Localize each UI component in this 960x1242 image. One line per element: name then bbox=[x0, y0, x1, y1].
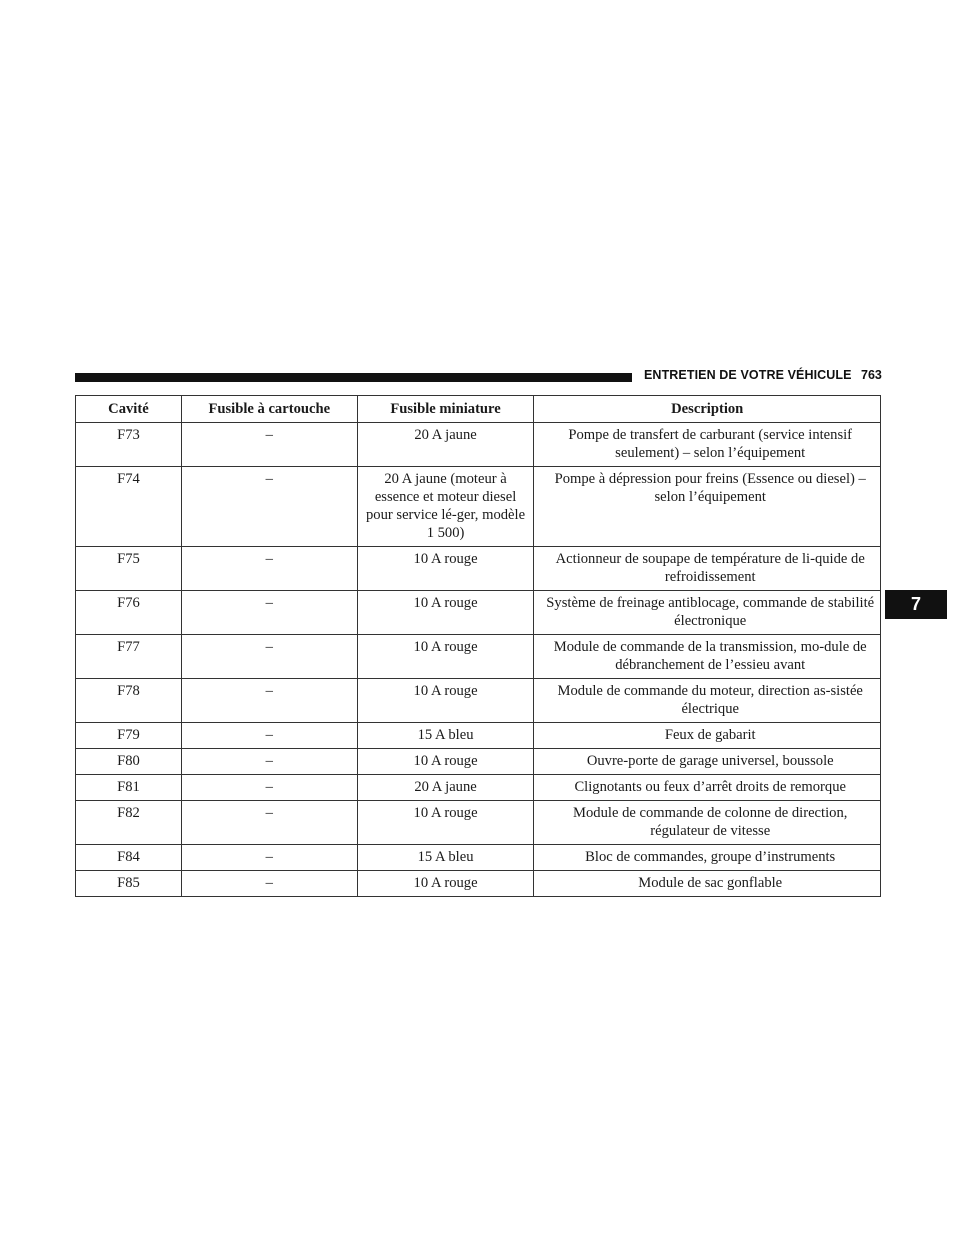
mini-fuse-cell: 15 A bleu bbox=[357, 845, 534, 871]
cartridge-cell: – bbox=[181, 679, 357, 723]
cartridge-cell: – bbox=[181, 749, 357, 775]
table-header-row bbox=[76, 396, 881, 423]
cartridge-cell: – bbox=[181, 423, 357, 467]
description-cell: Clignotants ou feux d’arrêt droits de remorque bbox=[534, 775, 881, 801]
cavity-cell: F78 bbox=[76, 679, 182, 723]
cartridge-cell: – bbox=[181, 801, 357, 845]
column-header-cavity: Cavité bbox=[76, 396, 182, 423]
mini-fuse-cell: 10 A rouge bbox=[357, 749, 534, 775]
column-header-cartridge-fuse: Fusible à cartouche bbox=[181, 396, 357, 423]
cavity-cell: F81 bbox=[76, 775, 182, 801]
page-number: 763 bbox=[861, 368, 882, 382]
mini-fuse-cell: 15 A bleu bbox=[357, 723, 534, 749]
mini-fuse-cell: 10 A rouge bbox=[357, 679, 534, 723]
table-row bbox=[76, 591, 881, 635]
description-cell: Pompe à dépression pour freins (Essence ou diesel) – selon l’équipement bbox=[534, 467, 881, 547]
cartridge-cell: – bbox=[181, 845, 357, 871]
mini-fuse-cell: 20 A jaune bbox=[357, 775, 534, 801]
cartridge-cell: – bbox=[181, 547, 357, 591]
fuse-table bbox=[75, 395, 881, 897]
mini-fuse-cell: 10 A rouge bbox=[357, 801, 534, 845]
table-row bbox=[76, 871, 881, 897]
cartridge-cell: – bbox=[181, 635, 357, 679]
cartridge-cell: – bbox=[181, 723, 357, 749]
cavity-cell: F73 bbox=[76, 423, 182, 467]
header-rule bbox=[75, 373, 632, 382]
table-row bbox=[76, 749, 881, 775]
table-row bbox=[76, 801, 881, 845]
description-cell: Module de commande de la transmission, mo-dule de débranchement de l’essieu avant bbox=[534, 635, 881, 679]
cartridge-cell: – bbox=[181, 591, 357, 635]
description-cell: Module de commande du moteur, direction as-sistée électrique bbox=[534, 679, 881, 723]
cavity-cell: F82 bbox=[76, 801, 182, 845]
table-row bbox=[76, 679, 881, 723]
cavity-cell: F74 bbox=[76, 467, 182, 547]
cavity-cell: F85 bbox=[76, 871, 182, 897]
description-cell: Module de sac gonflable bbox=[534, 871, 881, 897]
section-title: ENTRETIEN DE VOTRE VÉHICULE bbox=[644, 368, 852, 382]
mini-fuse-cell: 20 A jaune bbox=[357, 423, 534, 467]
mini-fuse-cell: 20 A jaune (moteur à essence et moteur diesel pour service lé-ger, modèle 1 500) bbox=[357, 467, 534, 547]
table-row bbox=[76, 467, 881, 547]
chapter-tab: 7 bbox=[885, 590, 947, 619]
description-cell: Ouvre-porte de garage universel, boussole bbox=[534, 749, 881, 775]
description-cell: Module de commande de colonne de direction, régulateur de vitesse bbox=[534, 801, 881, 845]
description-cell: Feux de gabarit bbox=[534, 723, 881, 749]
table-row bbox=[76, 775, 881, 801]
cartridge-cell: – bbox=[181, 775, 357, 801]
column-header-mini-fuse: Fusible miniature bbox=[357, 396, 534, 423]
cartridge-cell: – bbox=[181, 467, 357, 547]
column-header-description: Description bbox=[534, 396, 881, 423]
description-cell: Système de freinage antiblocage, commande de stabilité électronique bbox=[534, 591, 881, 635]
cavity-cell: F76 bbox=[76, 591, 182, 635]
mini-fuse-cell: 10 A rouge bbox=[357, 871, 534, 897]
table-row bbox=[76, 635, 881, 679]
cavity-cell: F77 bbox=[76, 635, 182, 679]
cavity-cell: F79 bbox=[76, 723, 182, 749]
description-cell: Bloc de commandes, groupe d’instruments bbox=[534, 845, 881, 871]
cavity-cell: F84 bbox=[76, 845, 182, 871]
cartridge-cell: – bbox=[181, 871, 357, 897]
table-row bbox=[76, 423, 881, 467]
table-row bbox=[76, 845, 881, 871]
table-row bbox=[76, 723, 881, 749]
mini-fuse-cell: 10 A rouge bbox=[357, 635, 534, 679]
description-cell: Actionneur de soupape de température de li-quide de refroidissement bbox=[534, 547, 881, 591]
description-cell: Pompe de transfert de carburant (service intensif seulement) – selon l’équipement bbox=[534, 423, 881, 467]
mini-fuse-cell: 10 A rouge bbox=[357, 591, 534, 635]
mini-fuse-cell: 10 A rouge bbox=[357, 547, 534, 591]
cavity-cell: F75 bbox=[76, 547, 182, 591]
cavity-cell: F80 bbox=[76, 749, 182, 775]
table-row bbox=[76, 547, 881, 591]
